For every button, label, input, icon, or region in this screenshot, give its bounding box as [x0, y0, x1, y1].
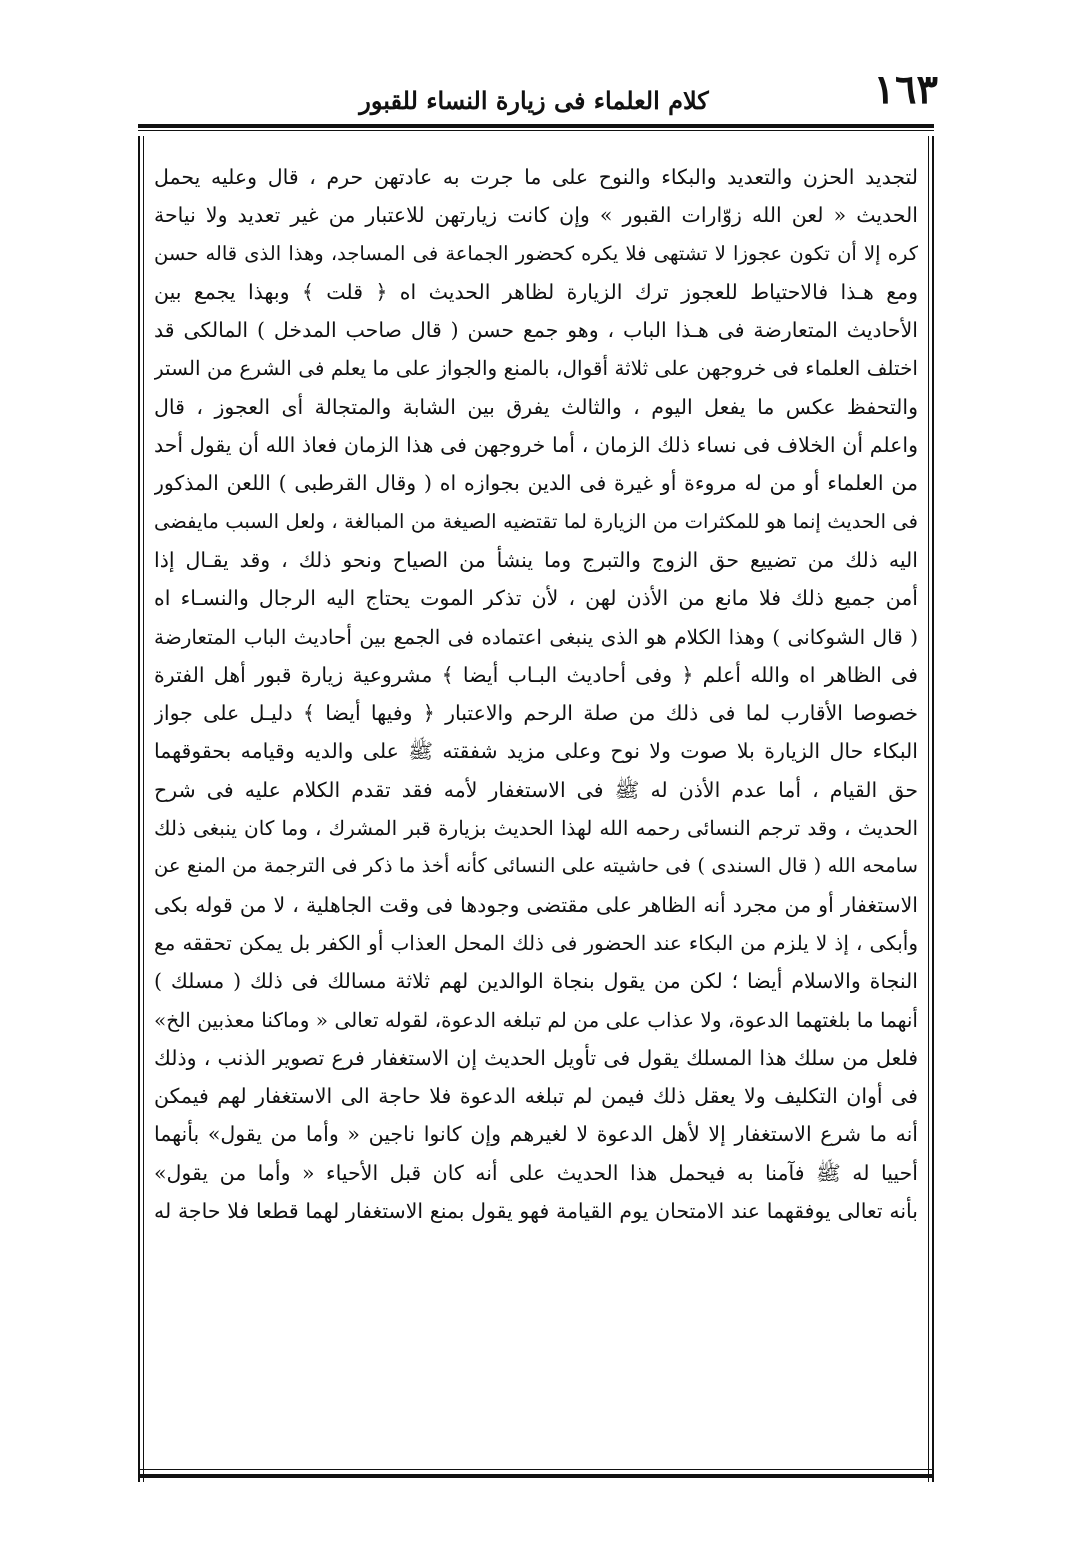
frame-left-border — [138, 136, 140, 1482]
text-line: أمن جميع ذلك فلا مانع من الأذن لهن ، لأن تذكر الموت يحتاج اليه الرجال والنسـاء اه — [154, 586, 918, 611]
text-line: الحديث ، وقد ترجم النسائى رحمه الله لهذا الحديث بزيارة قبر المشرك ، وما كان ينبغى ذلك — [154, 816, 918, 841]
text-line: فى أوان التكليف ولا يعقل ذلك فيمن لم تبلغه الدعوة فلا حاجة الى الاستغفار لهم فيمكن — [154, 1084, 918, 1109]
text-line: سامحه الله ( قال السندى ) فى حاشيته على النسائى كأنه أخذ ما ذكر فى الترجمة من المنع عن — [154, 854, 918, 878]
text-line: من العلماء أو من له مروءة أو غيرة فى الدين بجوازه اه ( وقال القرطبى ) اللعن المذكور — [154, 471, 918, 496]
header-rule-thin — [138, 130, 934, 131]
frame-right-inner-border — [928, 136, 929, 1482]
text-line: وأبكى ، إذ لا يلزم من البكاء عند الحضور فى ذلك المحل العذاب أو الكفر بل يمكن تحققه مع — [154, 930, 918, 955]
text-line: فلعل من سلك هذا المسلك يقول فى تأويل الحديث إن الاستغفار فرع تصوير الذنب ، وذلك — [154, 1045, 918, 1070]
footer-rule-thick — [138, 1474, 934, 1478]
body-text — [154, 158, 918, 1230]
text-line: النجاة والاسلام أيضا ؛ لكن من يقول بنجاة الوالدين لهم ثلاثة مسالك فى ذلك ( مسلك ) — [154, 969, 918, 994]
page-number: ١٦٣ — [873, 66, 938, 113]
text-line: اختلف العلماء فى خروجهن على ثلاثة أقوال، بالمنع والجواز على ما يعلم فى الشرع من الستر — [154, 356, 918, 381]
text-line: ( قال الشوكانى ) وهذا الكلام هو الذى ينبغى اعتماده فى الجمع بين أحاديث الباب المتعارضة — [154, 624, 918, 649]
text-line: خصوصا الأقارب لما فى ذلك من صلة الرحم والاعتبار ﴿ وفيها أيضا ﴾ دليـل على جواز — [154, 701, 918, 726]
text-line: فى الحديث إنما هو للمكثرات من الزيارة لما تقتضيه الصيغة من المبالغة ، ولعل السبب مايفضى — [154, 509, 918, 533]
text-line: الحديث « لعن الله زوّارات القبور » وإن كانت زيارتهن للاعتبار من غير تعديد ولا نياحة — [154, 203, 918, 228]
text-line: بأنه تعالى يوفقهما عند الامتحان يوم القيامة فهو يقول بمنع الاستغفار لهما قطعا فلا حاجة له — [154, 1199, 918, 1224]
frame-right-border — [932, 136, 934, 1482]
text-line: فى الظاهر اه والله أعلم ﴿ وفى أحاديث البـاب أيضا ﴾ مشروعية زيارة قبور أهل الفترة — [154, 662, 918, 687]
text-line: لتجديد الحزن والتعديد والبكاء والنوح على ما جرت به عادتهن حرم ، قال وعليه يحمل — [154, 165, 918, 189]
header-rule-thick — [138, 124, 934, 128]
text-line: اليه ذلك من تضييع حق الزوج والتبرج وما ينشأ من الصياح ونحو ذلك ، وقد يقـال إذا — [154, 547, 918, 572]
text-line: الاستغفار أو من مجرد أنه الظاهر على مقتضى وجودها فى وقت الجاهلية ، لا من قوله بكى — [154, 892, 918, 917]
frame-left-inner-border — [143, 136, 144, 1482]
text-line: أنهما ما بلغتهما الدعوة، ولا عذاب على من لم تبلغه الدعوة، لقوله تعالى « وماكنا معذبين الخ» — [154, 1007, 918, 1032]
text-line: كره إلا أن تكون عجوزا لا تشتهى فلا يكره كحضور الجماعة فى المساجد، وهذا الذى قاله حسن — [154, 241, 918, 265]
text-line: أنه ما شرع الاستغفار إلا لأهل الدعوة لا لغيرهم وإن كانوا ناجين « وأما من يقول» بأنهما — [154, 1122, 918, 1147]
text-line: حق القيام ، أما عدم الأذن له ﷺ فى الاستغفار لأمه فقد تقدم الكلام عليه فى شرح — [154, 777, 918, 802]
text-line: أحييا له ﷺ فآمنا به فيحمل هذا الحديث على أنه كان قبل الأحياء « وأما من يقول» — [154, 1160, 918, 1185]
footer-rule-thin — [138, 1469, 934, 1470]
text-line: والتحفظ عكس ما يفعل اليوم ، والثالث يفرق بين الشابة والمتجالة أى العجوز ، قال — [154, 394, 918, 419]
text-line: واعلم أن الخلاف فى نساء ذلك الزمان ، أما خروجهن فى هذا الزمان فعاذ الله أن يقول أحد — [154, 433, 918, 458]
text-line: البكاء حال الزيارة بلا صوت ولا نوح وعلى مزيد شفقته ﷺ على والديه وقيامه بحقوقهما — [154, 739, 918, 764]
running-title: كلام العلماء فى زيارة النساء للقبور — [359, 86, 709, 115]
text-line: الأحاديث المتعارضة فى هـذا الباب ، وهو جمع حسن ( قال صاحب المدخل ) المالكى قد — [154, 318, 918, 343]
text-line: ومع هـذا فالاحتياط للعجوز ترك الزيارة لظاهر الحديث اه ﴿ قلت ﴾ وبهذا يجمع بين — [154, 279, 918, 304]
